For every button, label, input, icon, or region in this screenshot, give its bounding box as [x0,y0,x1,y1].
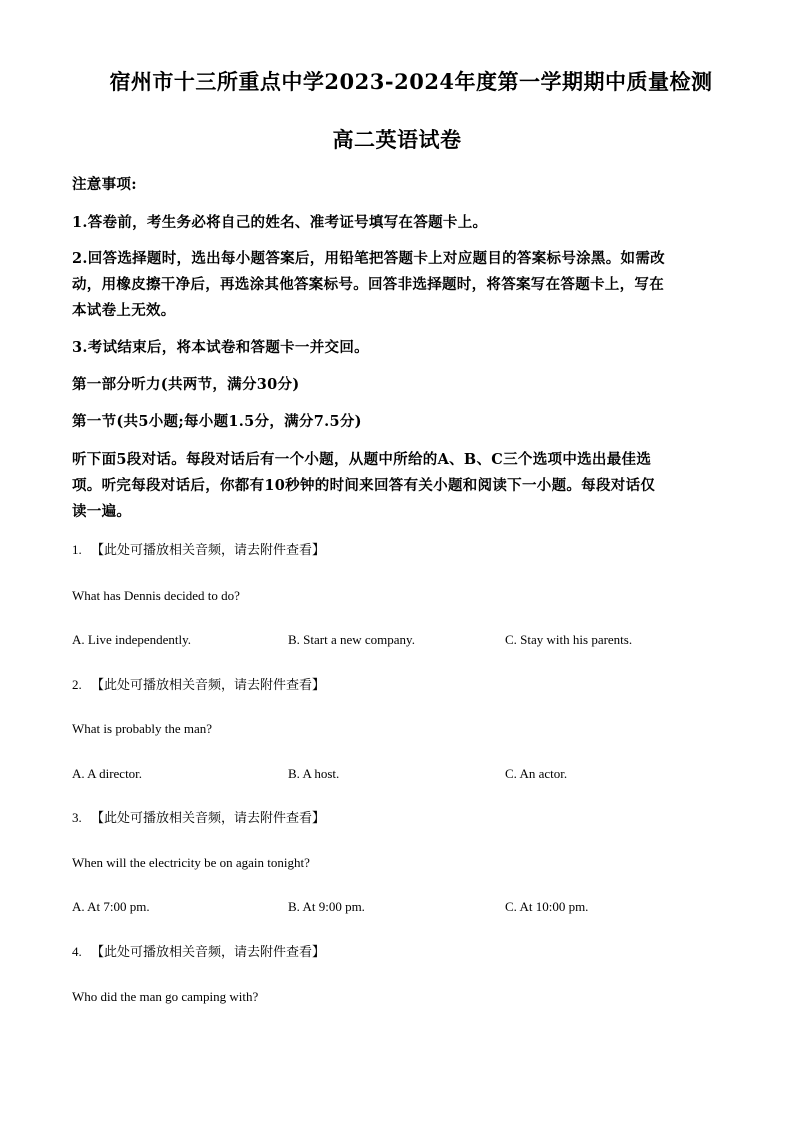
instructions-line-3: 读一遍。 [72,503,132,520]
part1-heading: 第一部分听力(共两节，满分30分) [72,376,300,393]
exam-subtitle: 高二英语试卷 [332,127,462,152]
notice-item-2 [72,246,722,324]
section1-heading: 第一节(共5小题;每小题1.5分，满分7.5分) [72,413,362,430]
question-3-option-a: A. At 7:00 pm. [72,899,150,914]
audio-note[interactable]: 【此处可播放相关音频，请去附件查看】 [91,944,326,959]
question-1-header [72,541,325,559]
question-3-option-c: C. At 10:00 pm. [505,899,589,914]
notice-item-1: 1.答卷前，考生务必将自己的姓名、准考证号填写在答题卡上。 [72,214,488,231]
question-2-text: What is probably the man? [72,721,213,736]
question-number: 2. [72,677,82,692]
audio-note[interactable]: 【此处可播放相关音频，请去附件查看】 [91,677,326,692]
instructions-line-1: 听下面5段对话。每段对话后有一个小题，从题中所给的A、B、C三个选项中选出最佳选 [72,451,652,468]
question-2-option-c: C. An actor. [505,766,568,781]
question-4-text: Who did the man go camping with? [72,989,259,1004]
question-number: 1. [72,542,82,557]
audio-note[interactable]: 【此处可播放相关音频，请去附件查看】 [91,542,326,557]
question-3-header [72,809,325,827]
notice-heading: 注意事项: [72,176,137,193]
audio-note[interactable]: 【此处可播放相关音频，请去附件查看】 [91,810,326,825]
question-1-option-c: C. Stay with his parents. [505,632,633,647]
instructions-line-2: 项。听完每段对话后，你都有10秒钟的时间来回答有关小题和阅读下一小题。每段对话仅 [72,477,656,494]
question-1-option-a: A. Live independently. [72,632,192,647]
exam-title: 宿州市十三所重点中学2023-2024年度第一学期期中质量检测 [109,69,713,94]
notice-item-2-line-2: 动，用橡皮擦干净后，再选涂其他答案标号。回答非选择题时，将答案写在答题卡上，写在 [72,276,664,293]
question-number: 3. [72,810,82,825]
question-3-option-b: B. At 9:00 pm. [288,899,365,914]
question-2-header [72,676,325,694]
question-4-header [72,943,325,961]
notice-item-2-line-3: 本试卷上无效。 [72,302,176,319]
listening-instructions [72,447,722,525]
question-1-option-b: B. Start a new company. [288,632,415,647]
question-1-text: What has Dennis decided to do? [72,588,240,603]
notice-item-3: 3.考试结束后，将本试卷和答题卡一并交回。 [72,339,369,356]
question-2-option-a: A. A director. [72,766,143,781]
notice-item-2-line-1: 2.回答选择题时，选出每小题答案后，用铅笔把答题卡上对应题目的答案标号涂黑。如需改 [72,250,665,267]
question-2-option-b: B. A host. [288,766,340,781]
question-3-text: When will the electricity be on again tonight? [72,855,310,870]
question-number: 4. [72,944,82,959]
